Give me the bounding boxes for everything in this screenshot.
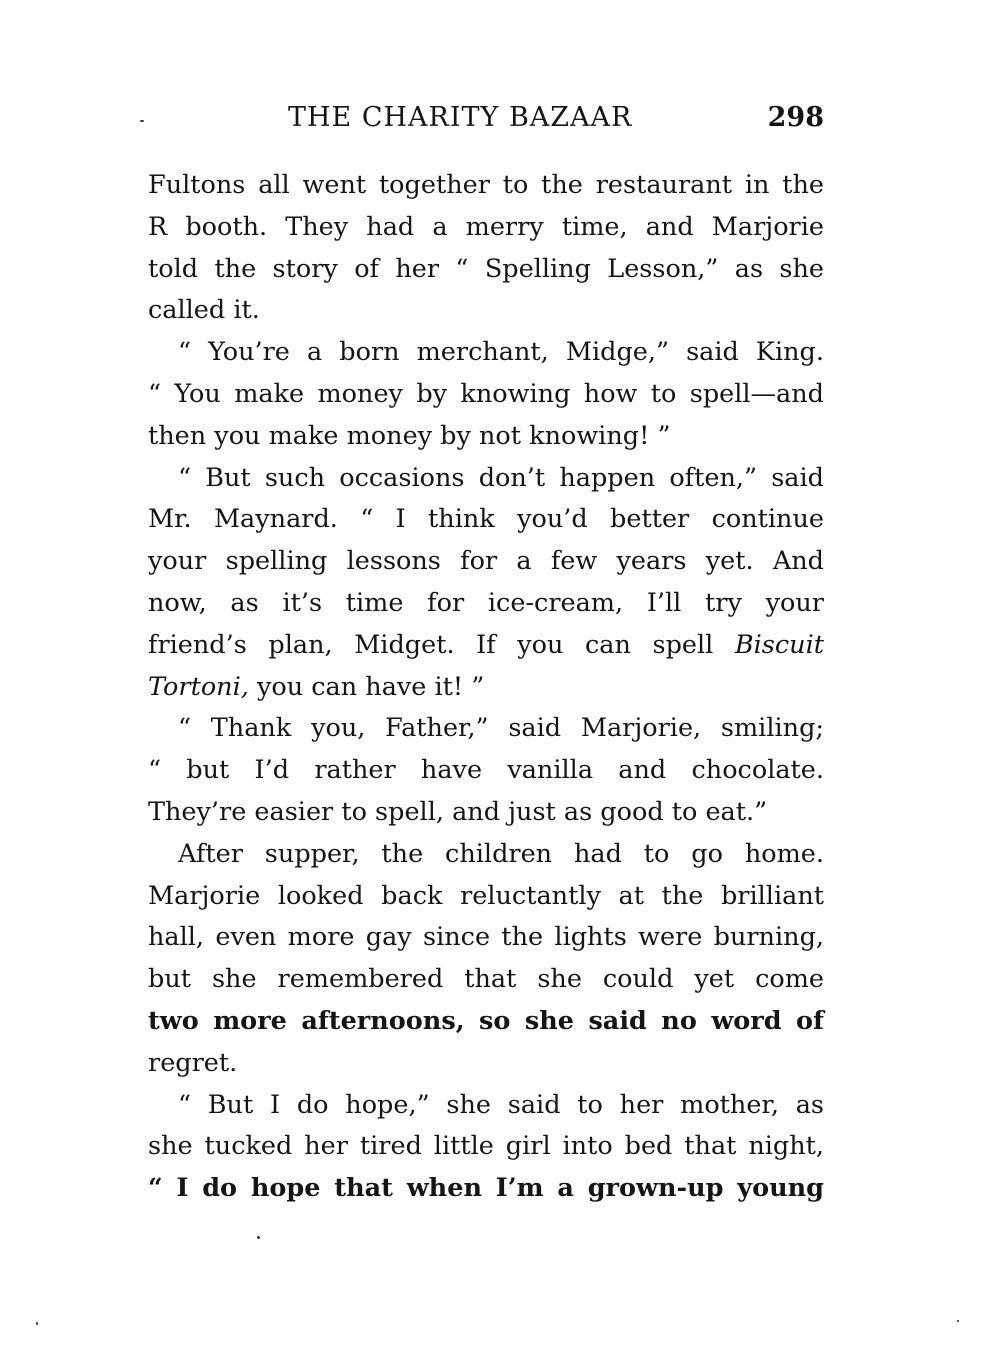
scan-speck [957, 1320, 959, 1322]
italic-term: Tortoni, [148, 671, 249, 702]
text-line: Marjorie looked back reluctantly at the brilliant [148, 880, 824, 911]
text-line: Fultons all went together to the restaurant in the [148, 170, 824, 200]
text-line-with-italic [148, 625, 824, 667]
text-line: They’re easier to spell, and just as good to eat.” [148, 796, 768, 827]
scan-speck [257, 1236, 260, 1239]
text-line: she tucked her tired little girl into bed that night, [148, 1131, 824, 1162]
text-line: After supper, the children had to go home. [178, 838, 824, 869]
text-line: your spelling lessons for a few years yet. And [148, 546, 824, 577]
text-line: “ But such occasions don’t happen often,” said [178, 462, 824, 493]
text-line: “ But I do hope,” she said to her mother, as [178, 1089, 824, 1120]
text-line: hall, even more gay since the lights were burning, [148, 922, 824, 953]
text-line: two more afternoons, so she said no word of [148, 1005, 824, 1036]
text-line-with-italic [148, 667, 824, 709]
body-text [148, 165, 824, 1210]
scan-speck [140, 120, 144, 122]
scan-speck [36, 1322, 38, 1325]
text-line: “ You make money by knowing how to spell—and [148, 378, 824, 409]
text-segment: friend’s plan, Midget. If you can spell [148, 629, 714, 660]
text-line: “ but I’d rather have vanilla and chocolate. [148, 755, 824, 786]
text-line: “ I do hope that when I’m a grown-up young [148, 1173, 824, 1204]
text-line: R booth. They had a merry time, and Marjorie [148, 211, 824, 242]
page-number: 298 [767, 102, 824, 133]
running-head [148, 102, 826, 142]
text-line: but she remembered that she could yet come [148, 964, 824, 995]
text-line: called it. [148, 295, 260, 326]
text-segment: you can have it! ” [256, 671, 485, 702]
italic-term: Biscuit [734, 629, 824, 660]
text-line: then you make money by not knowing! ” [148, 420, 671, 451]
running-title: THE CHARITY BAZAAR [288, 102, 633, 133]
text-line: regret. [148, 1047, 238, 1078]
text-line: Mr. Maynard. “ I think you’d better continue [148, 504, 824, 535]
text-line: “ Thank you, Father,” said Marjorie, smiling; [178, 713, 824, 744]
text-line: now, as it’s time for ice-cream, I’ll try your [148, 587, 824, 618]
text-line: “ You’re a born merchant, Midge,” said King. [178, 337, 824, 368]
text-line: told the story of her “ Spelling Lesson,” as she [148, 253, 824, 284]
